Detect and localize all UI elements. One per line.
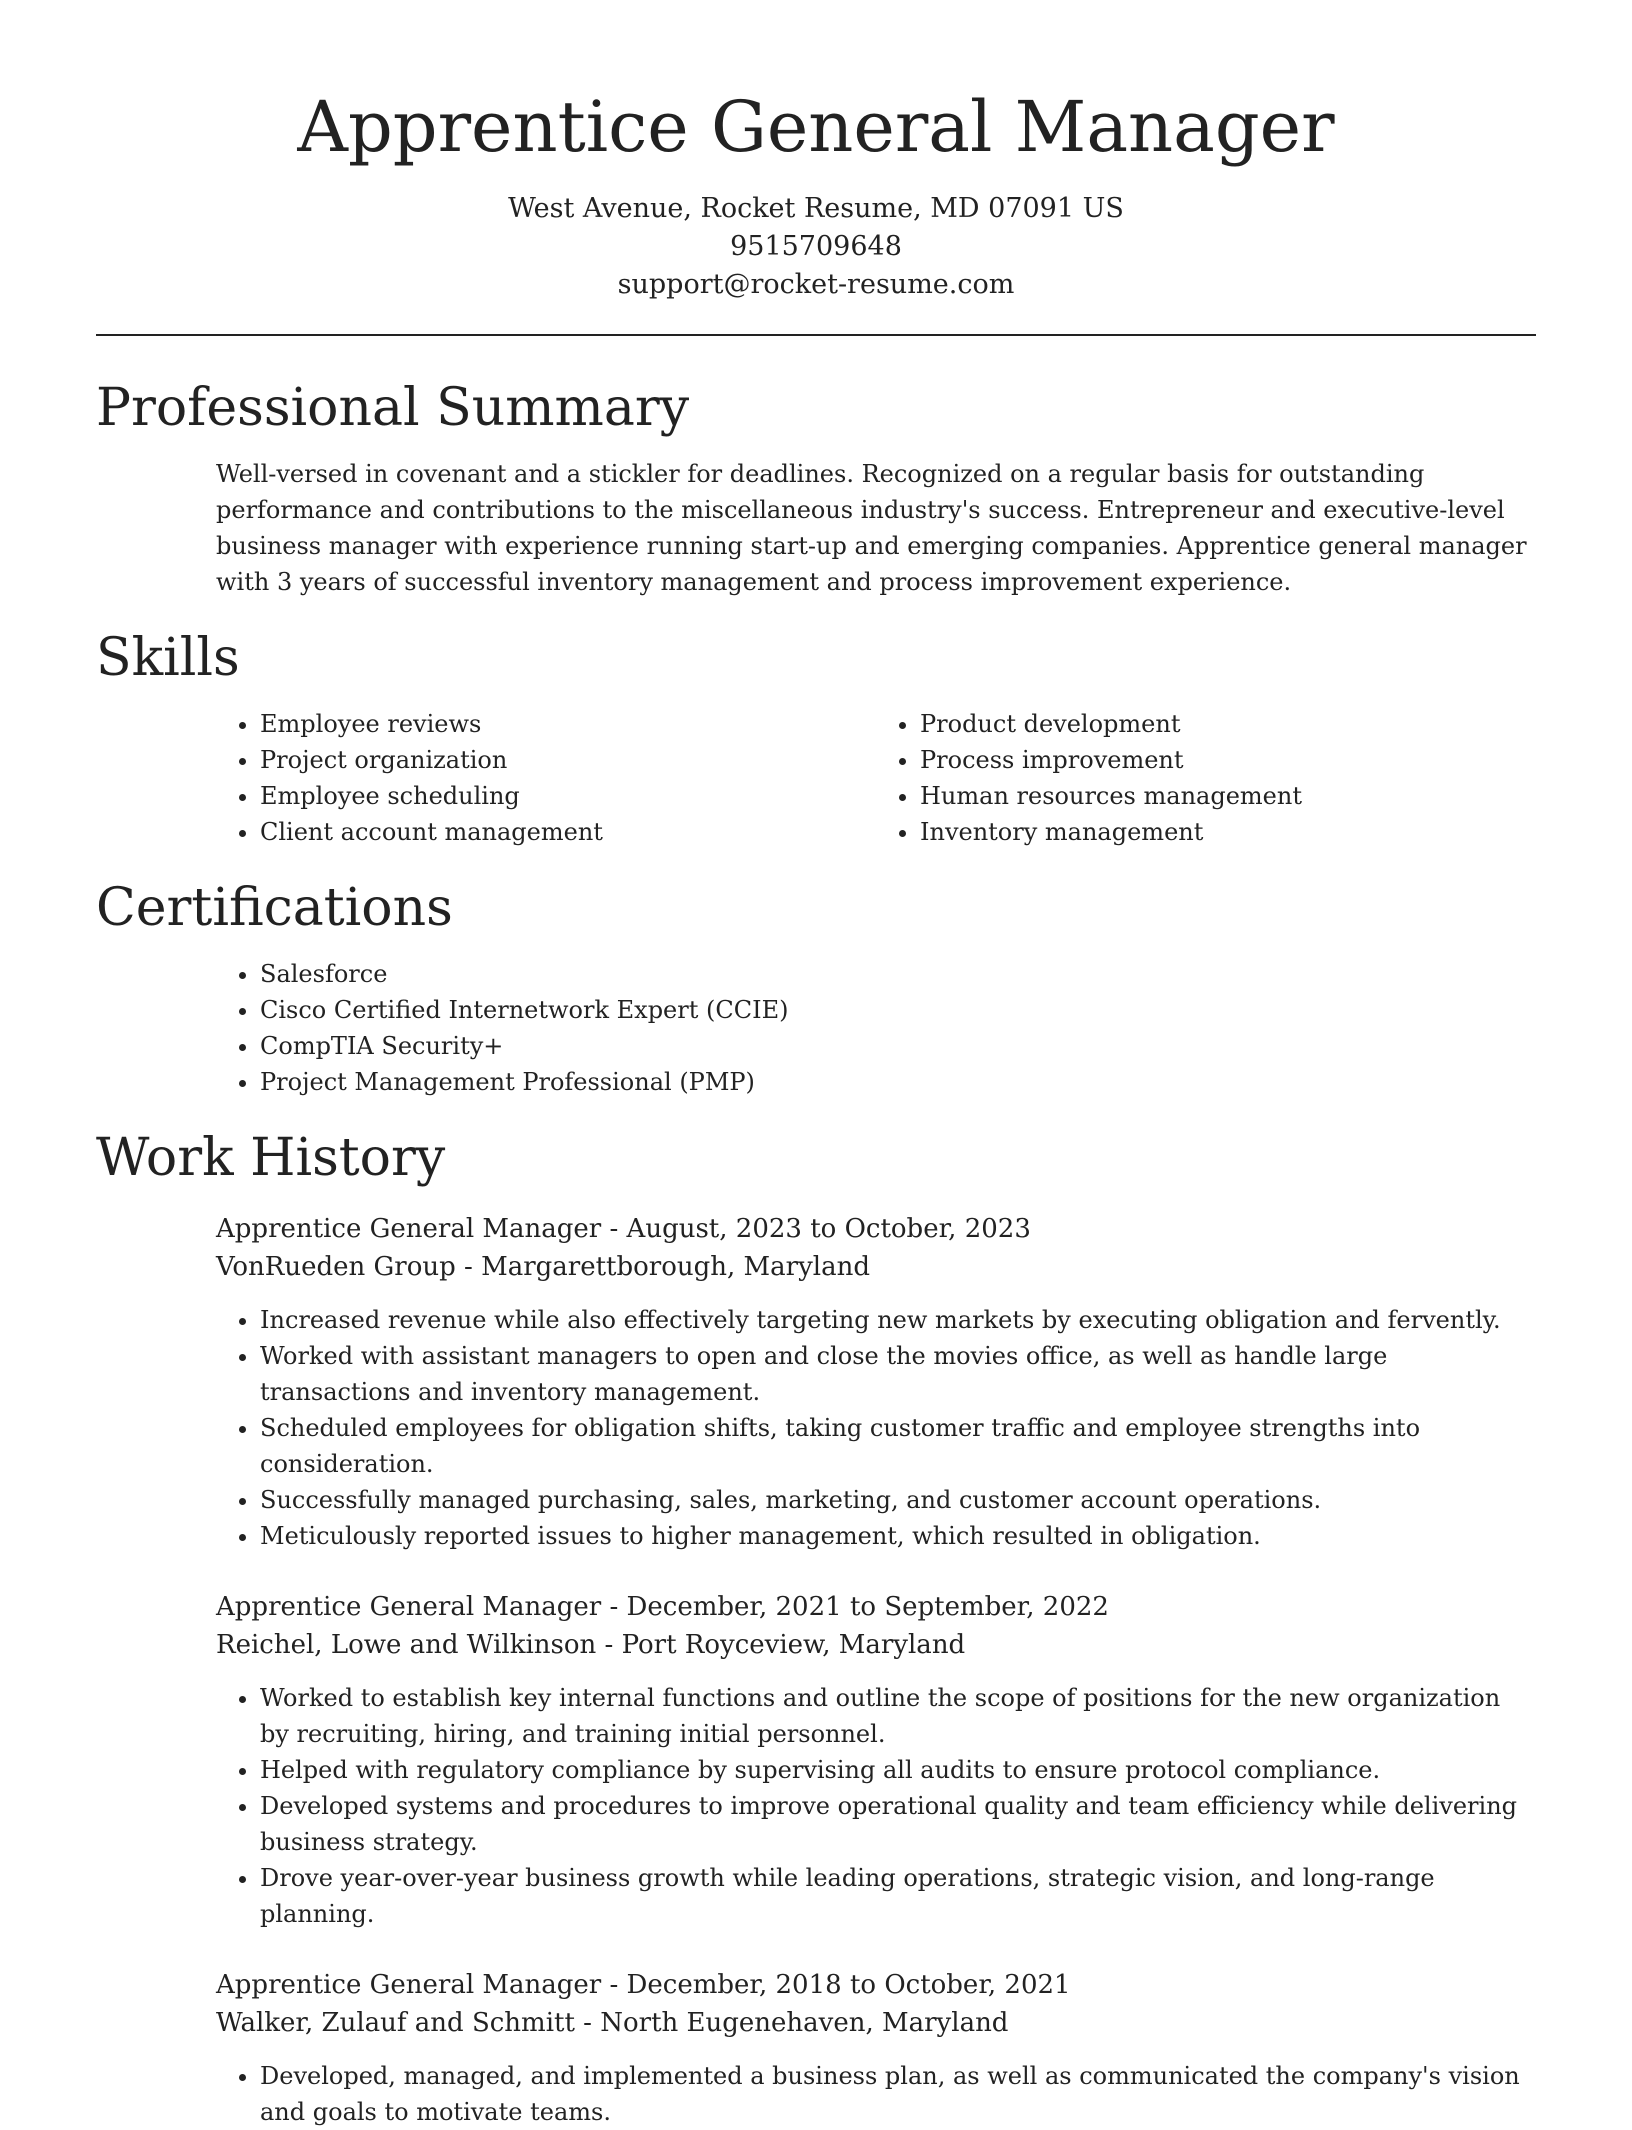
job-location: - Margarettborough, Maryland: [455, 1252, 870, 1282]
certifications-list-wrap: [216, 956, 1536, 1100]
job-bullet: • Increased revenue while also effectively targeting new markets by executing obligation and fervently.: [260, 1302, 1536, 1338]
job-bullet: • Drove year-over-year business growth while leading operations, strategic vision, and long-range planning.: [260, 1860, 1536, 1932]
skill-item: • Employee scheduling: [260, 778, 876, 814]
work-history-heading: Work History: [96, 1128, 446, 1188]
job-company: VonRueden Group: [216, 1252, 456, 1282]
job-bullet: • Helped with regulatory compliance by supervising all audits to ensure protocol compliance.: [260, 1752, 1536, 1788]
job-entry: [216, 1588, 1536, 1932]
certifications-heading: Certifications: [96, 878, 453, 938]
certification-item: • Cisco Certified Internetwork Expert (CCIE): [260, 992, 1536, 1028]
work-history-section: [96, 1126, 1536, 2130]
summary-text: Well-versed in covenant and a stickler for deadlines. Recognized on a regular basis for outstanding performance and contributions to the miscellaneous industry's success. Entrepreneur and executive-level business manager with experience running start-up and emerging companies. Apprentice general manager with 3 years of successful inventory management and process improvement experience.: [216, 460, 1527, 596]
job-title: Apprentice General Manager: [216, 1970, 602, 2000]
job-bullet: • Successfully managed purchasing, sales, marketing, and customer account operations.: [260, 1482, 1536, 1518]
certification-item: • Salesforce: [260, 956, 1536, 992]
job-bullet: • Worked to establish key internal functions and outline the scope of positions for the new organization by recruiting, hiring, and training initial personnel.: [260, 1680, 1536, 1752]
job-company: Reichel, Lowe and Wilkinson: [216, 1630, 597, 1660]
job-company-line: [216, 1626, 1536, 1664]
certification-item: • CompTIA Security+: [260, 1028, 1536, 1064]
job-title: Apprentice General Manager: [216, 1592, 602, 1622]
skill-item: • Process improvement: [920, 742, 1536, 778]
job-bullet: • Developed systems and procedures to improve operational quality and team efficiency while delivering business strategy.: [260, 1788, 1536, 1860]
job-company: Walker, Zulauf and Schmitt: [216, 2008, 575, 2038]
candidate-name: Apprentice General Manager: [297, 86, 1335, 168]
job-title-line: [216, 1210, 1536, 1248]
job-title-line: [216, 1588, 1536, 1626]
job-company-line: [216, 2004, 1536, 2042]
skills-grid: [216, 706, 1536, 850]
skills-left-column: [216, 706, 876, 850]
skills-right-column: [876, 706, 1536, 850]
job-bullet: • Meticulously reported issues to higher management, which resulted in obligation.: [260, 1518, 1536, 1554]
job-bullets: [216, 1302, 1536, 1554]
header-divider: [96, 334, 1536, 336]
skill-item: • Inventory management: [920, 814, 1536, 850]
skill-item: • Human resources management: [920, 778, 1536, 814]
job-location: - North Eugenehaven, Maryland: [574, 2008, 1009, 2038]
certifications-list: [216, 956, 1536, 1100]
skill-item: • Client account management: [260, 814, 876, 850]
job-dates: - December, 2018 to October, 2021: [601, 1970, 1071, 2000]
contact-phone: 9515709648: [730, 231, 902, 262]
certifications-section: [96, 876, 1536, 1100]
summary-heading: Professional Summary: [96, 378, 690, 438]
skill-item: • Project organization: [260, 742, 876, 778]
job-bullet: • Worked with assistant managers to open and close the movies office, as well as handle large transactions and inventory management.: [260, 1338, 1536, 1410]
job-title: Apprentice General Manager: [216, 1214, 602, 1244]
contact-address: West Avenue, Rocket Resume, MD 07091 US: [508, 193, 1124, 224]
job-entry: [216, 1966, 1536, 2130]
job-bullets: [216, 2058, 1536, 2130]
contact-block: [96, 190, 1536, 304]
skills-heading: Skills: [96, 628, 240, 688]
job-dates: - December, 2021 to September, 2022: [601, 1592, 1109, 1622]
summary-section: [96, 376, 1536, 600]
job-dates: - August, 2023 to October, 2023: [601, 1214, 1031, 1244]
certification-item: • Project Management Professional (PMP): [260, 1064, 1536, 1100]
job-title-line: [216, 1966, 1536, 2004]
skill-item: • Employee reviews: [260, 706, 876, 742]
resume-header: [96, 0, 1536, 304]
job-bullet: • Scheduled employees for obligation shifts, taking customer traffic and employee strengths into consideration.: [260, 1410, 1536, 1482]
job-bullet: • Developed, managed, and implemented a business plan, as well as communicated the company's vision and goals to motivate teams.: [260, 2058, 1536, 2130]
skill-item: • Product development: [920, 706, 1536, 742]
job-location: - Port Royceview, Maryland: [596, 1630, 966, 1660]
job-bullets: [216, 1680, 1536, 1932]
skills-section: [96, 626, 1536, 850]
job-company-line: [216, 1248, 1536, 1286]
job-entry: [216, 1210, 1536, 1554]
contact-email: support@rocket-resume.com: [617, 269, 1015, 300]
resume-page: [96, 0, 1536, 2130]
